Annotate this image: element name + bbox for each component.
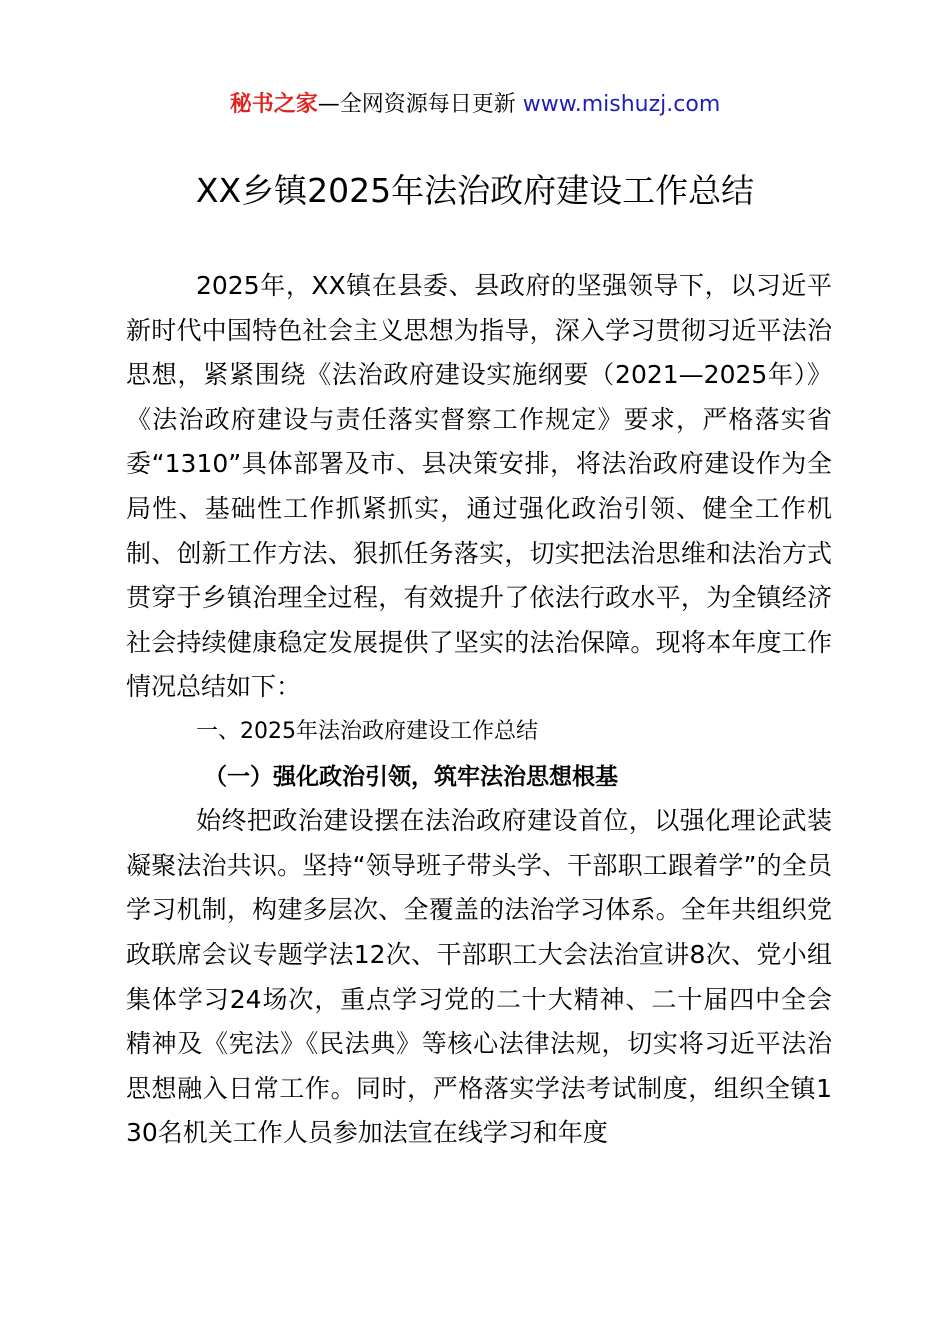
document-title: XX乡镇2025年法治政府建设工作总结 xyxy=(195,171,755,210)
site-url-link[interactable]: www.mishuzj.com xyxy=(522,92,721,117)
subsection-heading: （一）强化政治引领，筑牢法治思想根基 xyxy=(204,763,618,790)
section-heading: 一、2025年法治政府建设工作总结 xyxy=(196,718,538,744)
document-body xyxy=(126,264,832,1156)
subsection-paragraph: 始终把政治建设摆在法治政府建设首位，以强化理论武装凝聚法治共识。坚持“领导班子带头学、干部职工跟着学”的全员学习机制，构建多层次、全覆盖的法治学习体系。全年共组织党政联席会议专题学法12次、干部职工大会法治宣讲8次、党小组集体学习24场次，重点学习党的二十大精神、二十届四中全会精神及《宪法》《民法典》等核心法律法规，切实将习近平法治思想融入日常工作。同时，严格落实学法考试制度，组织全镇130名机关工作人员参加法宣在线学习和年度 xyxy=(126,806,832,1148)
site-header-banner xyxy=(0,88,950,122)
intro-paragraph: 2025年，XX镇在县委、县政府的坚强领导下，以习近平新时代中国特色社会主义思想为指导，深入学习贯彻习近平法治思想，紧紧围绕《法治政府建设实施纲要（2021—2025年）》《法治政府建设与责任落实督察工作规定》要求，严格落实省委“1310”具体部署及市、县决策安排，将法治政府建设作为全局性、基础性工作抓紧抓实，通过强化政治引领、健全工作机制、创新工作方法、狠抓任务落实，切实把法治思维和法治方式贯穿于乡镇治理全过程，有效提升了依法行政水平，为全镇经济社会持续健康稳定发展提供了坚实的法治保障。现将本年度工作情况总结如下： xyxy=(126,271,832,702)
site-slogan: —全网资源每日更新 xyxy=(317,92,523,117)
brand-name: 秘书之家 xyxy=(229,92,318,117)
